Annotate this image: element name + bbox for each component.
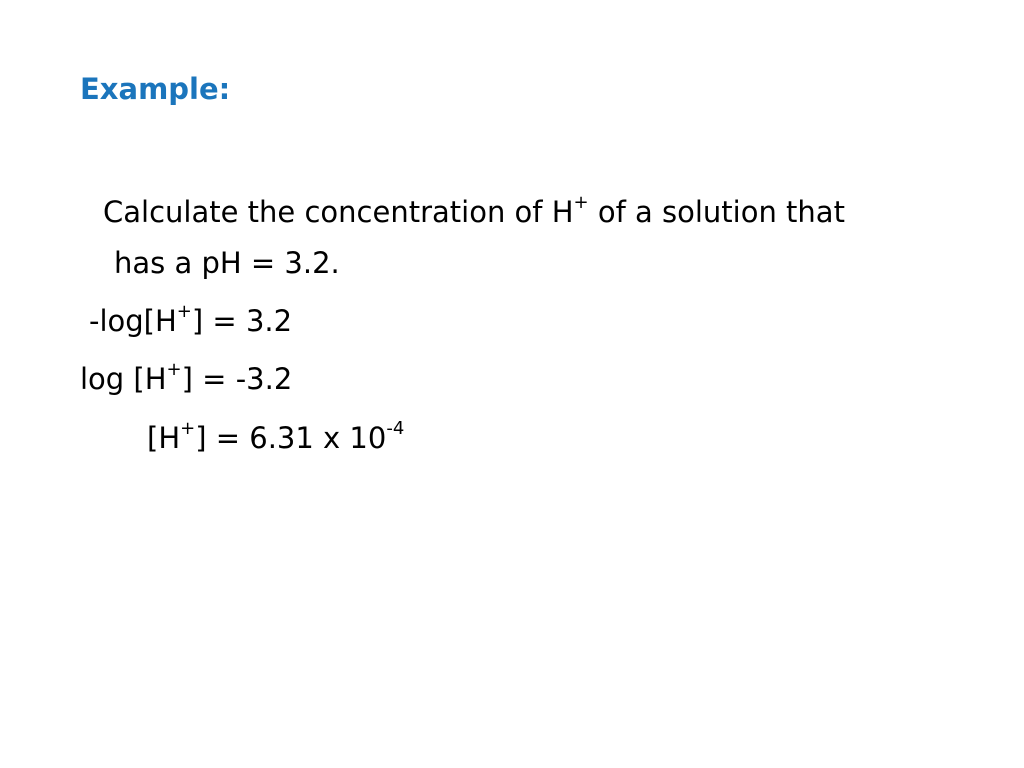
- step-3: [147, 418, 405, 455]
- problem-text-cont: of a solution that: [588, 195, 845, 229]
- superscript-plus: +: [166, 359, 182, 381]
- step-text: -log[H: [89, 304, 177, 338]
- problem-line-2: has a pH = 3.2.: [114, 246, 340, 280]
- exponent: -4: [386, 418, 405, 440]
- superscript-plus: +: [180, 418, 196, 440]
- step-text-cont: ] = -3.2: [181, 362, 293, 396]
- problem-line-1: [103, 192, 845, 229]
- problem-text: Calculate the concentration of H: [103, 195, 574, 229]
- step-text-cont: ] = 6.31 x 10: [195, 421, 387, 455]
- step-text: log [H: [80, 362, 167, 396]
- step-1: [89, 301, 293, 338]
- step-text: [H: [147, 421, 181, 455]
- step-text-cont: ] = 3.2: [191, 304, 293, 338]
- superscript-plus: +: [176, 301, 192, 323]
- superscript-plus: +: [573, 192, 589, 214]
- slide-title: Example:: [80, 72, 231, 106]
- step-2: [80, 359, 293, 396]
